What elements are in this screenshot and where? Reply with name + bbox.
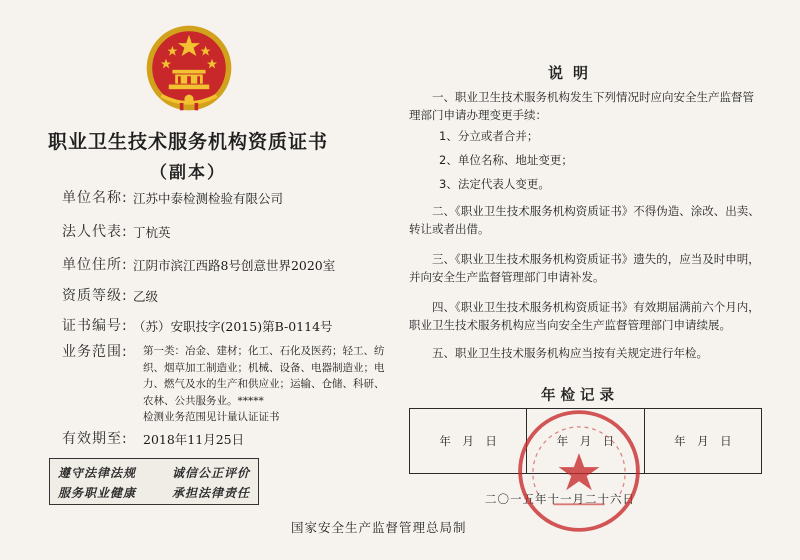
annual-check-title: 年检记录 (541, 388, 619, 404)
notes-item: 2、单位名称、地址变更； (439, 153, 573, 167)
principle-text: 服务职业健康 (58, 486, 137, 500)
unit-name-label: 单位名称: (62, 190, 128, 206)
scope-line: 农林、公共服务业。***** (143, 394, 264, 407)
scope-line: 第一类：冶金、建材；化工、石化及医药；轻工、纺 (143, 345, 385, 357)
principle-text: 遵守法律法规 (58, 466, 137, 480)
address-label: 单位住所: (62, 257, 128, 273)
scope-line: 检测业务范围见计量认证证书 (143, 411, 280, 423)
notes-section-3: 三、《职业卫生技术服务机构资质证书》遗失的，应当及时申明，并向安全生产监督管理部门申请补发。 (409, 252, 760, 284)
validity-label: 有效期至: (62, 431, 128, 447)
legal-rep-value: 丁杭英 (133, 225, 171, 240)
official-seal-icon (515, 407, 643, 535)
principle-text: 承担法律责任 (171, 486, 250, 500)
cert-no-label: 证书编号: (62, 318, 128, 334)
notes-item: 1、分立或者合并； (439, 129, 539, 143)
scope-value (143, 343, 393, 426)
certificate-subtitle: （副本） (150, 163, 226, 183)
annual-check-cell: 年 月 日 (410, 409, 527, 474)
scope-line: 力、燃气及水的生产和供应业；运输、仓储、科研、 (143, 378, 385, 390)
scope-label: 业务范围: (62, 344, 128, 360)
cert-no-value: （苏）安职技字(2015)第B-0114号 (133, 319, 333, 334)
notes-item: 3、法定代表人变更。 (439, 177, 550, 191)
principles-box (49, 458, 259, 505)
unit-name-value: 江苏中泰检测检验有限公司 (133, 191, 284, 206)
notes-section-4: 四、《职业卫生技术服务机构资质证书》有效期届满前六个月内，职业卫生技术服务机构应当向安全生产监督管理部门申请续展。 (409, 300, 760, 332)
issuer-text: 国家安全生产监督管理总局制 (291, 520, 467, 535)
grade-label: 资质等级: (62, 288, 128, 304)
address-value: 江阴市滨江西路8号创意世界2020室 (133, 258, 336, 273)
legal-rep-label: 法人代表: (62, 224, 128, 240)
certificate-title: 职业卫生技术服务机构资质证书 (47, 131, 328, 153)
national-emblem-icon (143, 22, 235, 114)
annual-check-cell: 年 月 日 (527, 409, 644, 474)
principle-text: 诚信公正评价 (171, 466, 250, 480)
notes-section-2: 二、《职业卫生技术服务机构资质证书》不得伪造、涂改、出卖、转让或者出借。 (409, 204, 760, 236)
notes-section-5: 五、职业卫生技术服务机构应当按有关规定进行年检。 (432, 346, 708, 360)
notes-section-1: 一、职业卫生技术服务机构发生下列情况时应向安全生产监督管理部门申请办理变更手续： (409, 90, 754, 122)
grade-value: 乙级 (133, 289, 159, 304)
annual-check-cell: 年 月 日 (644, 409, 761, 474)
issue-date: 二〇一五年十一月二十六日 (485, 492, 635, 506)
validity-value: 2018年11月25日 (143, 432, 245, 447)
notes-body (409, 88, 761, 362)
scope-line: 织、烟草加工制造业；机械、设备、电器制造业；电 (143, 361, 385, 374)
notes-title: 说明 (548, 64, 599, 82)
